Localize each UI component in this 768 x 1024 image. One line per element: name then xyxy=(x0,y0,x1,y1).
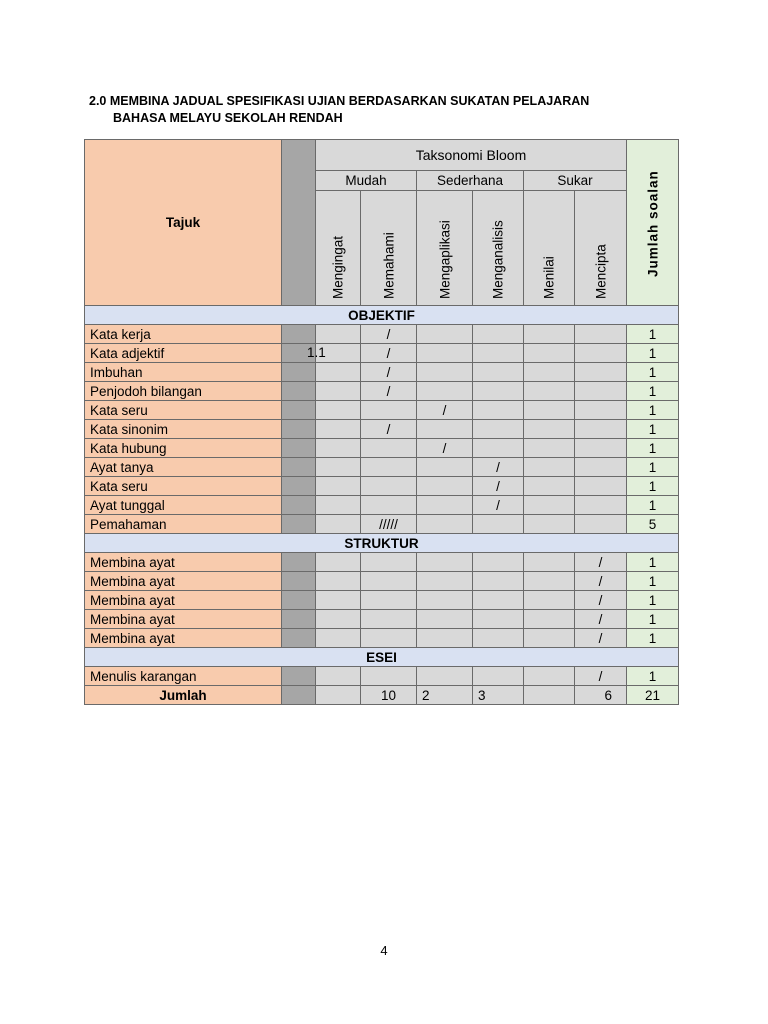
level-cell: / xyxy=(417,439,473,458)
level-cell xyxy=(473,667,524,686)
level-cell xyxy=(316,458,361,477)
heading-line-1: 2.0 MEMBINA JADUAL SPESIFIKASI UJIAN BERDASARKAN SUKATAN PELAJARAN xyxy=(89,94,590,108)
level-cell xyxy=(417,610,473,629)
section-row xyxy=(85,648,679,667)
level-mencipta xyxy=(575,191,627,306)
level-cell xyxy=(473,420,524,439)
jumlah-soalan-label: Jumlah soalan xyxy=(645,169,660,277)
level-cell xyxy=(417,553,473,572)
tajuk-header: Tajuk xyxy=(85,140,282,306)
level-cell xyxy=(316,325,361,344)
level-cell xyxy=(361,477,417,496)
level-cell xyxy=(316,382,361,401)
level-label: Mencipta xyxy=(593,244,608,299)
jumlah-soalan-header xyxy=(627,140,679,306)
gray-cell xyxy=(282,401,316,420)
level-cell xyxy=(361,553,417,572)
level-cell xyxy=(316,439,361,458)
level-cell xyxy=(316,363,361,382)
row-total-cell: 1 xyxy=(627,591,679,610)
level-cell xyxy=(361,610,417,629)
grand-total-cell: 21 xyxy=(627,686,679,705)
level-cell xyxy=(361,458,417,477)
gray-cell xyxy=(282,420,316,439)
level-cell xyxy=(473,553,524,572)
level-cell xyxy=(524,382,575,401)
exam-specification-table xyxy=(84,139,679,705)
level-cell xyxy=(473,610,524,629)
row-total-cell: 5 xyxy=(627,515,679,534)
topic-cell: Membina ayat xyxy=(85,553,282,572)
level-cell xyxy=(417,458,473,477)
level-cell xyxy=(473,344,524,363)
row-total-cell: 1 xyxy=(627,477,679,496)
level-cell xyxy=(575,363,627,382)
level-cell xyxy=(473,325,524,344)
level-cell: / xyxy=(575,667,627,686)
topic-cell: Pemahaman xyxy=(85,515,282,534)
gray-cell xyxy=(282,363,316,382)
level-mengingat xyxy=(316,191,361,306)
level-cell: / xyxy=(575,591,627,610)
level-cell xyxy=(524,667,575,686)
level-cell: / xyxy=(575,629,627,648)
summary-cell xyxy=(524,686,575,705)
level-cell xyxy=(575,496,627,515)
table-row xyxy=(85,496,679,515)
level-cell: / xyxy=(361,363,417,382)
topic-cell: Kata hubung xyxy=(85,439,282,458)
row-total-cell: 1 xyxy=(627,363,679,382)
gray-cell xyxy=(282,477,316,496)
row-total-cell: 1 xyxy=(627,667,679,686)
row-total-cell: 1 xyxy=(627,629,679,648)
topic-cell: Kata seru xyxy=(85,477,282,496)
level-cell: / xyxy=(575,553,627,572)
gray-cell xyxy=(282,572,316,591)
table-row xyxy=(85,667,679,686)
summary-row xyxy=(85,686,679,705)
table-row xyxy=(85,515,679,534)
section-title: STRUKTUR xyxy=(85,534,679,553)
row-total-cell: 1 xyxy=(627,344,679,363)
summary-cell xyxy=(316,686,361,705)
level-menilai xyxy=(524,191,575,306)
heading-line-2: BAHASA MELAYU SEKOLAH RENDAH xyxy=(113,111,343,125)
section-title: ESEI xyxy=(85,648,679,667)
level-cell xyxy=(524,477,575,496)
level-cell: ///// xyxy=(361,515,417,534)
topic-cell: Membina ayat xyxy=(85,629,282,648)
gray-cell xyxy=(282,439,316,458)
table-row xyxy=(85,344,679,363)
topic-cell: Imbuhan xyxy=(85,363,282,382)
level-cell xyxy=(524,515,575,534)
level-cell xyxy=(361,591,417,610)
level-cell xyxy=(473,363,524,382)
row-total-cell: 1 xyxy=(627,610,679,629)
level-cell: / xyxy=(361,420,417,439)
topic-cell: Membina ayat xyxy=(85,610,282,629)
level-cell xyxy=(473,382,524,401)
level-cell: / xyxy=(473,458,524,477)
level-cell: / xyxy=(361,344,417,363)
level-cell: / xyxy=(417,401,473,420)
level-cell xyxy=(361,572,417,591)
level-cell xyxy=(575,401,627,420)
group-sukar: Sukar xyxy=(524,171,627,191)
section-row xyxy=(85,534,679,553)
gray-cell xyxy=(282,686,316,705)
topic-cell: Kata kerja xyxy=(85,325,282,344)
group-sederhana: Sederhana xyxy=(417,171,524,191)
level-cell xyxy=(524,439,575,458)
gray-cell xyxy=(282,667,316,686)
gray-cell xyxy=(282,553,316,572)
table-row xyxy=(85,458,679,477)
level-cell xyxy=(524,458,575,477)
level-cell xyxy=(316,667,361,686)
level-cell xyxy=(473,591,524,610)
level-cell xyxy=(575,458,627,477)
gray-cell xyxy=(282,629,316,648)
row-total-cell: 1 xyxy=(627,382,679,401)
summary-cell: 2 xyxy=(417,686,473,705)
level-cell xyxy=(524,401,575,420)
level-menganalisis xyxy=(473,191,524,306)
level-cell xyxy=(575,420,627,439)
gray-cell xyxy=(282,458,316,477)
level-cell xyxy=(473,515,524,534)
level-cell xyxy=(316,629,361,648)
level-cell xyxy=(417,420,473,439)
level-cell xyxy=(417,515,473,534)
topic-cell: Membina ayat xyxy=(85,591,282,610)
level-cell xyxy=(524,344,575,363)
level-cell xyxy=(417,344,473,363)
topic-cell: Kata adjektif xyxy=(85,344,282,363)
level-cell xyxy=(417,667,473,686)
level-cell xyxy=(575,477,627,496)
jumlah-label: Jumlah xyxy=(85,686,282,705)
table-row xyxy=(85,629,679,648)
row-total-cell: 1 xyxy=(627,553,679,572)
level-label: Memahami xyxy=(381,232,396,299)
table-row xyxy=(85,553,679,572)
row-total-cell: 1 xyxy=(627,458,679,477)
summary-cell: 6 xyxy=(575,686,627,705)
topic-cell: Ayat tunggal xyxy=(85,496,282,515)
level-cell xyxy=(361,667,417,686)
level-cell: / xyxy=(575,610,627,629)
row-total-cell: 1 xyxy=(627,572,679,591)
document-heading xyxy=(89,93,709,127)
topic-cell: Membina ayat xyxy=(85,572,282,591)
table-row xyxy=(85,591,679,610)
level-cell xyxy=(361,401,417,420)
level-cell xyxy=(473,401,524,420)
gray-cell xyxy=(282,382,316,401)
gray-cell xyxy=(282,496,316,515)
section-title: OBJEKTIF xyxy=(85,306,679,325)
row-total-cell: 1 xyxy=(627,420,679,439)
level-label: Menganalisis xyxy=(490,220,506,299)
group-mudah: Mudah xyxy=(316,171,417,191)
level-cell xyxy=(575,439,627,458)
level-cell xyxy=(316,610,361,629)
level-cell xyxy=(417,572,473,591)
level-cell xyxy=(575,325,627,344)
level-cell xyxy=(417,496,473,515)
level-cell xyxy=(524,496,575,515)
level-cell: / xyxy=(473,477,524,496)
level-cell xyxy=(361,496,417,515)
level-cell xyxy=(316,515,361,534)
level-cell: / xyxy=(361,325,417,344)
level-cell xyxy=(575,344,627,363)
level-cell xyxy=(316,572,361,591)
level-cell xyxy=(473,629,524,648)
row-total-cell: 1 xyxy=(627,401,679,420)
row-total-cell: 1 xyxy=(627,325,679,344)
topic-cell: Penjodoh bilangan xyxy=(85,382,282,401)
sub-topic-number: 1.1 xyxy=(307,345,326,360)
level-cell xyxy=(316,553,361,572)
level-cell xyxy=(575,382,627,401)
table-row xyxy=(85,382,679,401)
level-cell xyxy=(316,496,361,515)
table-row xyxy=(85,420,679,439)
row-total-cell: 1 xyxy=(627,496,679,515)
gray-cell xyxy=(282,610,316,629)
level-label: Mengingat xyxy=(330,235,346,299)
level-memahami xyxy=(361,191,417,306)
table-row xyxy=(85,477,679,496)
level-cell xyxy=(473,439,524,458)
summary-cell: 3 xyxy=(473,686,524,705)
level-cell xyxy=(524,629,575,648)
section-row xyxy=(85,306,679,325)
level-cell xyxy=(361,629,417,648)
topic-cell: Menulis karangan xyxy=(85,667,282,686)
table-row xyxy=(85,325,679,344)
level-cell xyxy=(316,591,361,610)
level-cell xyxy=(524,553,575,572)
gray-cell xyxy=(282,344,326,363)
summary-cell: 10 xyxy=(361,686,417,705)
level-cell: / xyxy=(473,496,524,515)
table-row xyxy=(85,363,679,382)
level-label: Mengaplikasi xyxy=(437,220,452,299)
gray-cell xyxy=(282,515,316,534)
topic-cell: Kata sinonim xyxy=(85,420,282,439)
level-cell xyxy=(524,420,575,439)
table-row xyxy=(85,439,679,458)
table-row xyxy=(85,572,679,591)
level-cell xyxy=(417,382,473,401)
level-cell xyxy=(417,629,473,648)
gray-cell xyxy=(282,591,316,610)
topic-cell: Ayat tanya xyxy=(85,458,282,477)
gray-header-cell xyxy=(282,140,316,306)
level-cell xyxy=(417,477,473,496)
gray-cell xyxy=(282,325,316,344)
level-cell xyxy=(417,363,473,382)
level-cell xyxy=(473,572,524,591)
level-cell xyxy=(417,325,473,344)
level-cell xyxy=(524,591,575,610)
level-cell xyxy=(361,439,417,458)
level-cell xyxy=(524,363,575,382)
level-cell xyxy=(316,420,361,439)
level-label: Menilai xyxy=(541,256,557,299)
level-cell xyxy=(524,610,575,629)
taksonomi-header: Taksonomi Bloom xyxy=(316,140,627,171)
table-row xyxy=(85,610,679,629)
table-row xyxy=(85,401,679,420)
level-mengaplikasi xyxy=(417,191,473,306)
level-cell xyxy=(417,591,473,610)
level-cell xyxy=(575,515,627,534)
level-cell xyxy=(316,401,361,420)
level-cell xyxy=(524,572,575,591)
topic-cell: Kata seru xyxy=(85,401,282,420)
level-cell: / xyxy=(575,572,627,591)
level-cell xyxy=(316,477,361,496)
page-number: 4 xyxy=(380,943,388,958)
level-cell: / xyxy=(361,382,417,401)
row-total-cell: 1 xyxy=(627,439,679,458)
level-cell xyxy=(524,325,575,344)
